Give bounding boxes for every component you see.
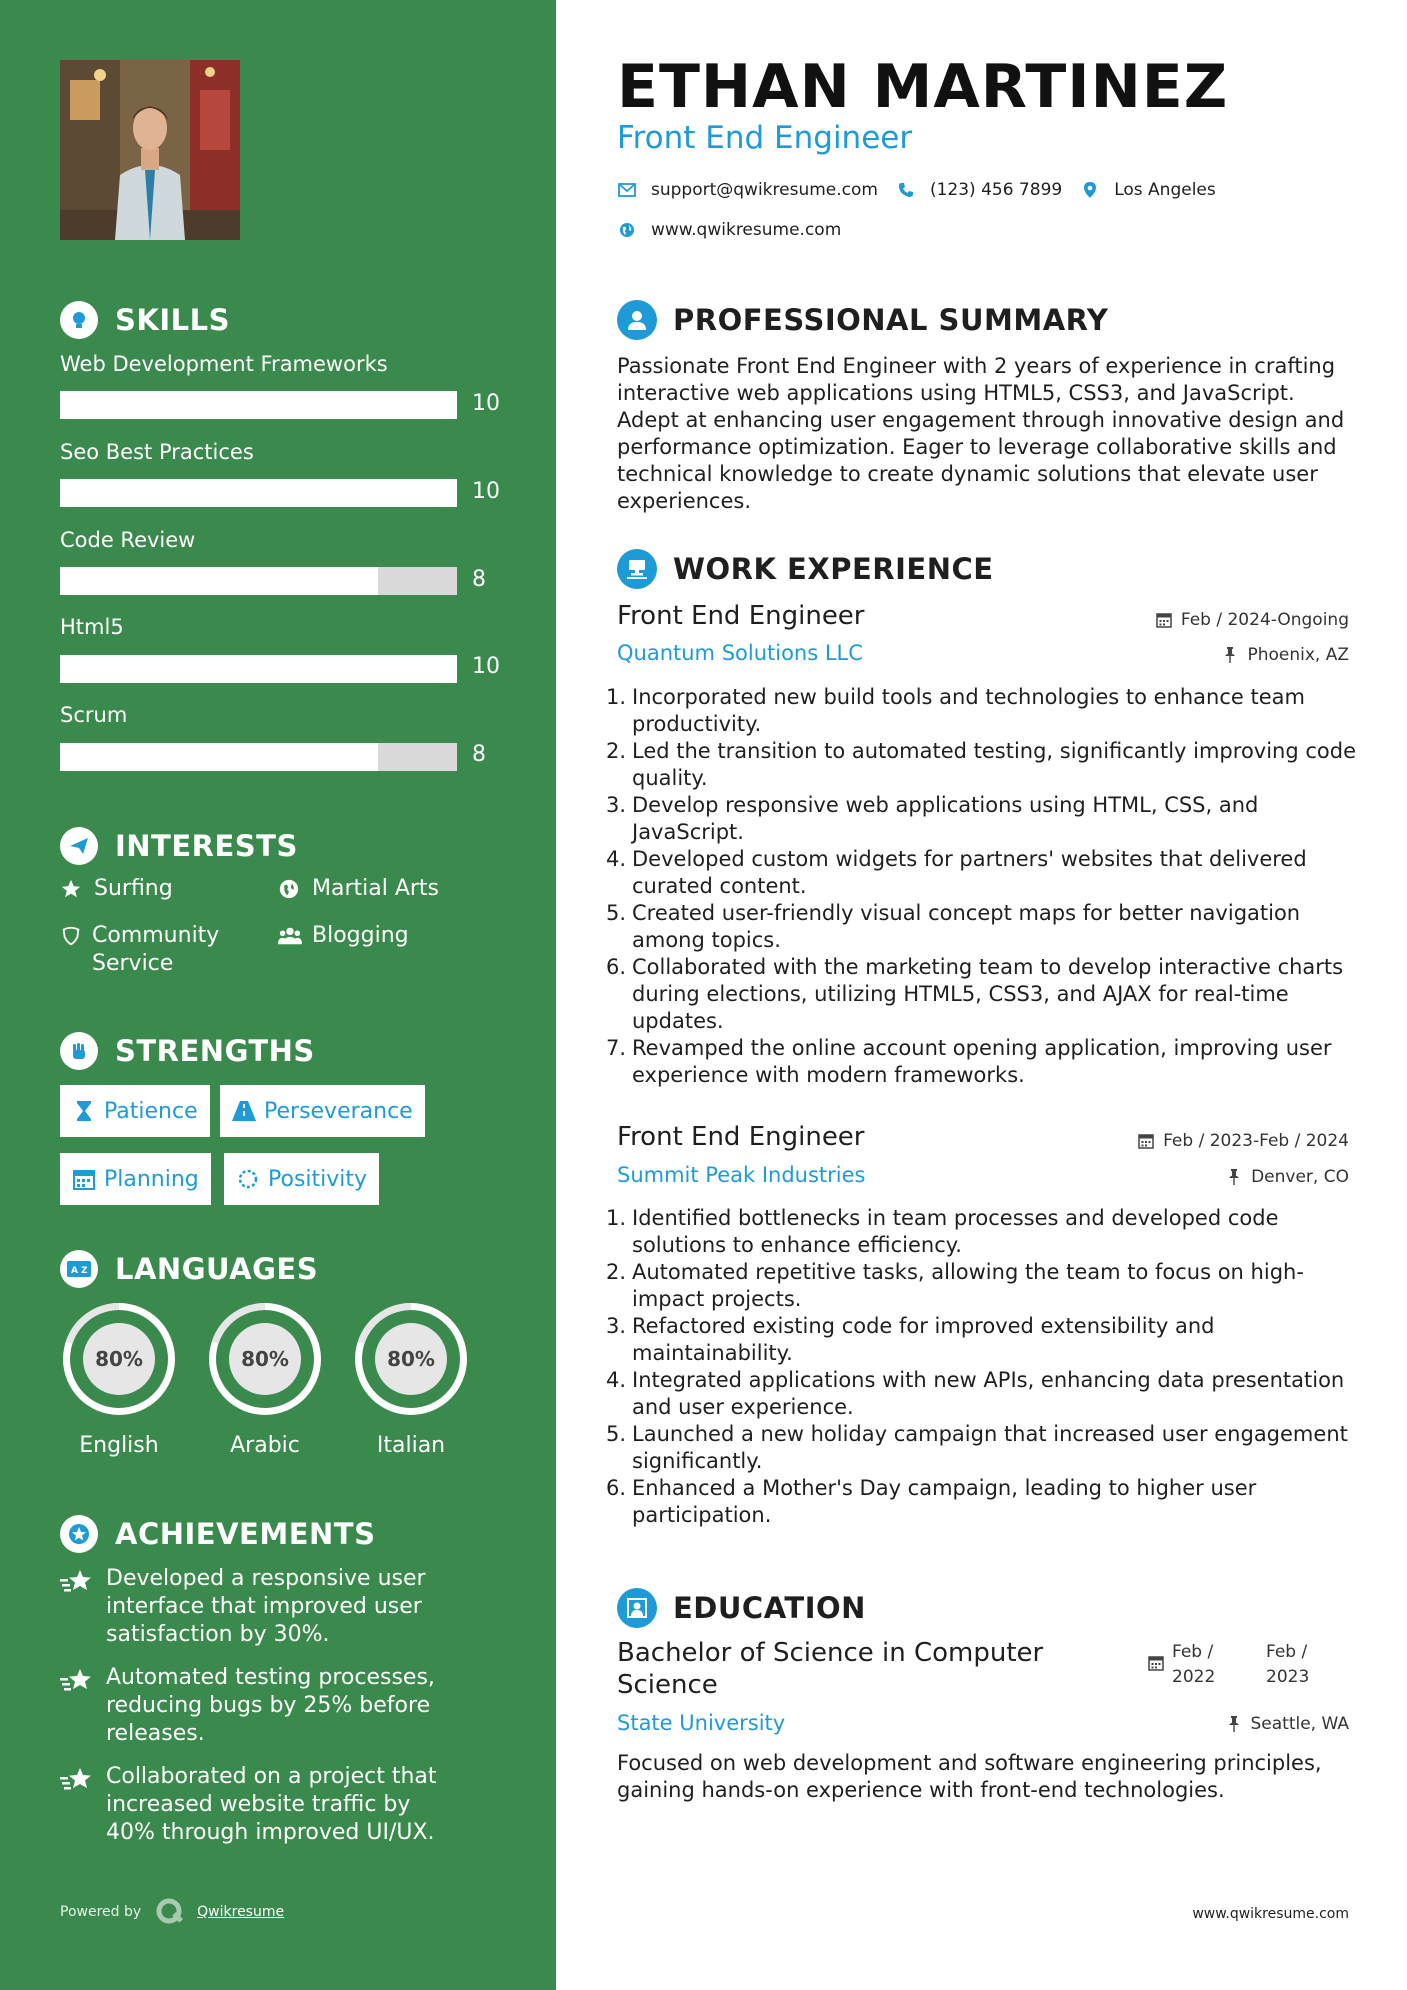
languages-heading-text: LANGUAGES (115, 1252, 319, 1286)
language-name: Italian (376, 1433, 446, 1458)
job-bullet: 7. Revamped the online account opening application, improving user experience with modern frameworks. (605, 1036, 1332, 1087)
calendar-icon (1148, 1654, 1164, 1690)
education-heading (617, 1587, 866, 1629)
experience-heading (617, 548, 994, 590)
language-percent: 80% (241, 1347, 289, 1371)
education-location-text: Seattle, WA (1250, 1714, 1349, 1734)
shooting-star-icon (60, 1765, 94, 1795)
skill-label: Scrum (60, 703, 128, 727)
calendar-icon (1155, 611, 1173, 629)
website-text[interactable]: www.qwikresume.com (651, 220, 842, 240)
candidate-name: ETHAN MARTINEZ (617, 52, 1229, 122)
job-title: Front End Engineer (617, 601, 865, 631)
star-icon (60, 875, 84, 903)
powered-by (60, 1897, 284, 1927)
strengths-heading (60, 1031, 315, 1071)
job-location-text: Denver, CO (1251, 1167, 1349, 1187)
svg-text:Z: Z (81, 1266, 88, 1276)
lightbulb-icon (60, 301, 98, 339)
pushpin-icon (1225, 1168, 1243, 1186)
strength-chip (224, 1153, 379, 1205)
graduate-icon (617, 1588, 657, 1628)
interests-heading-text: INTERESTS (115, 829, 298, 863)
job-bullets (604, 1205, 1374, 1529)
job-location (1225, 1167, 1349, 1187)
fist-icon (60, 1032, 98, 1070)
star-badge-icon (60, 1515, 98, 1553)
website-item (617, 220, 841, 240)
pushpin-icon (1225, 1715, 1243, 1733)
achievement-text: Developed a responsive user interface that improved user satisfaction by 30%. (106, 1566, 426, 1647)
candidate-title: Front End Engineer (617, 120, 913, 156)
achievements-heading-text: ACHIEVEMENTS (115, 1517, 376, 1551)
strength-chip (60, 1085, 210, 1137)
map-pin-icon (1080, 180, 1100, 200)
summary-heading-text: PROFESSIONAL SUMMARY (673, 303, 1109, 337)
paper-plane-icon (60, 827, 98, 865)
contact-row (617, 180, 1234, 200)
strengths-heading-text: STRENGTHS (115, 1034, 315, 1068)
job-dates-text: Feb / 2023-Feb / 2024 (1163, 1131, 1349, 1151)
job-bullets (604, 684, 1374, 1089)
skill-value: 8 (472, 567, 486, 592)
skill-value: 10 (472, 479, 500, 504)
language-progress-ring (203, 1297, 327, 1421)
translate-icon (60, 1250, 98, 1288)
language-progress-ring (57, 1297, 181, 1421)
road-icon (232, 1099, 256, 1123)
interest-item (60, 875, 173, 903)
education-end-month: Feb / (1266, 1642, 1308, 1662)
job-bullet: 3. Develop responsive web applications using HTML, CSS, and JavaScript. (605, 793, 1259, 844)
education-location (1225, 1714, 1350, 1734)
interest-item (278, 922, 409, 950)
education-start-month: Feb / (1172, 1642, 1214, 1662)
skill-bar (60, 655, 457, 683)
language-item (349, 1297, 473, 1458)
shield-icon (60, 922, 82, 950)
job-dates-text: Feb / 2024-Ongoing (1180, 610, 1349, 630)
interest-item (60, 922, 250, 978)
achievement-text: Collaborated on a project that increased website traffic by 40% through improved UI/UX. (106, 1764, 437, 1845)
language-item (57, 1297, 181, 1458)
job-dates (1155, 610, 1349, 630)
language-percent: 80% (387, 1347, 435, 1371)
envelope-icon (617, 180, 637, 200)
interests-heading (60, 826, 298, 866)
desk-icon (617, 549, 657, 589)
interest-label: Community Service (92, 923, 220, 976)
education-end-year: 2023 (1266, 1667, 1310, 1687)
skill-bar-fill (60, 743, 378, 771)
strength-label: Positivity (268, 1166, 368, 1192)
job-bullet: 6. Collaborated with the marketing team to develop interactive charts during elections, utilizing HTML5, CSS3, and AJAX for real-time updates. (605, 955, 1344, 1033)
language-item (203, 1297, 327, 1458)
calendar-icon (72, 1167, 96, 1191)
email-text[interactable]: support@qwikresume.com (651, 180, 878, 200)
user-icon (617, 300, 657, 340)
job-bullet: 2. Led the transition to automated testing, significantly improving code quality. (605, 739, 1357, 790)
shooting-star-icon (60, 1666, 94, 1696)
language-percent: 80% (95, 1347, 143, 1371)
skill-label: Web Development Frameworks (60, 352, 388, 376)
globe-icon (278, 875, 302, 903)
education-end-date (1266, 1640, 1309, 1690)
languages-heading (60, 1249, 318, 1289)
education-start-year: 2022 (1172, 1667, 1216, 1687)
skill-bar-fill (60, 655, 457, 683)
job-bullet: 4. Integrated applications with new APIs, enhancing data presentation and user experience. (605, 1368, 1345, 1419)
achievement-item (60, 1664, 460, 1748)
phone-item (896, 180, 1062, 200)
spinner-icon (236, 1167, 260, 1191)
job-bullet: 6. Enhanced a Mother's Day campaign, leading to higher user participation. (605, 1476, 1257, 1527)
website-row (617, 220, 859, 240)
powered-by-label: Powered by (60, 1904, 142, 1920)
achievement-text: Automated testing processes, reducing bugs by 25% before releases. (106, 1665, 435, 1746)
qwikresume-link[interactable]: Qwikresume (197, 1904, 285, 1920)
phone-text[interactable]: (123) 456 7899 (929, 180, 1063, 200)
language-progress-ring (349, 1297, 473, 1421)
job-company: Summit Peak Industries (617, 1163, 866, 1187)
shooting-star-icon (60, 1567, 94, 1597)
job-bullet: 1. Identified bottlenecks in team processes and developed code solutions to enhance efficiency. (605, 1206, 1279, 1257)
pushpin-icon (1221, 646, 1239, 664)
strength-label: Perseverance (264, 1098, 413, 1124)
hourglass-icon (72, 1099, 96, 1123)
achievement-item (60, 1565, 460, 1649)
job-title: Front End Engineer (617, 1122, 865, 1152)
job-bullet: 3. Refactored existing code for improved extensibility and maintainability. (605, 1314, 1215, 1365)
skill-label: Seo Best Practices (60, 440, 254, 464)
job-location-text: Phoenix, AZ (1247, 645, 1349, 665)
profile-photo (60, 60, 240, 240)
education-start-date (1148, 1640, 1215, 1690)
interest-label: Surfing (94, 876, 173, 901)
skill-bar-fill (60, 479, 457, 507)
skill-bar (60, 567, 457, 595)
job-location (1221, 645, 1349, 665)
location-text: Los Angeles (1114, 180, 1216, 200)
education-heading-text: EDUCATION (673, 1591, 866, 1625)
skill-bar (60, 391, 457, 419)
phone-icon (896, 180, 916, 200)
qwikresume-logo-icon (155, 1897, 185, 1927)
skill-value: 8 (472, 742, 486, 767)
skills-heading-text: SKILLS (115, 303, 230, 337)
skill-label: Html5 (60, 615, 124, 639)
skill-value: 10 (472, 654, 500, 679)
language-name: Arabic (230, 1433, 300, 1458)
interest-label: Martial Arts (312, 876, 440, 901)
summary-heading (617, 299, 1108, 341)
job-bullet: 1. Incorporated new build tools and technologies to enhance team productivity. (605, 685, 1305, 736)
achievement-item (60, 1763, 460, 1847)
strength-chip (220, 1085, 425, 1137)
interest-label: Blogging (312, 923, 409, 948)
globe-icon (617, 220, 637, 240)
summary-text: Passionate Front End Engineer with 2 years of experience in crafting interactive web applications using HTML5, CSS3, and JavaScript. Adept at enhancing user engagement through innovative design and performance optimization. Eager to leverage collaborative skills and technical knowledge to create dynamic solutions that elevate user experiences. (617, 354, 1345, 513)
footer-url[interactable]: www.qwikresume.com (1192, 1906, 1349, 1922)
education-school: State University (617, 1711, 786, 1735)
sidebar (0, 0, 556, 1990)
main-content (556, 0, 1407, 1990)
interest-item (278, 875, 439, 903)
job-bullet: 2. Automated repetitive tasks, allowing the team to focus on high-impact projects. (605, 1260, 1304, 1311)
job-bullet: 5. Created user-friendly visual concept maps for better navigation among topics. (605, 901, 1301, 952)
job-dates (1137, 1131, 1349, 1151)
skill-bar-fill (60, 567, 378, 595)
skills-heading (60, 300, 230, 340)
experience-heading-text: WORK EXPERIENCE (673, 552, 994, 586)
users-icon (278, 922, 302, 950)
education-degree: Bachelor of Science in Computer Science (617, 1638, 1044, 1700)
skill-bar (60, 743, 457, 771)
skill-bar-fill (60, 391, 457, 419)
email-item (617, 180, 878, 200)
skill-label: Code Review (60, 528, 196, 552)
location-item (1080, 180, 1216, 200)
language-name: English (79, 1433, 159, 1458)
strength-label: Patience (104, 1098, 198, 1124)
job-bullet: 4. Developed custom widgets for partners' websites that delivered curated content. (605, 847, 1307, 898)
skill-bar (60, 479, 457, 507)
job-company: Quantum Solutions LLC (617, 641, 863, 665)
strength-label: Planning (104, 1166, 199, 1192)
achievements-heading (60, 1514, 375, 1554)
calendar-icon (1137, 1132, 1155, 1150)
job-bullet: 5. Launched a new holiday campaign that increased user engagement significantly. (605, 1422, 1348, 1473)
svg-text:A: A (71, 1266, 78, 1276)
strength-chip (60, 1153, 211, 1205)
education-description: Focused on web development and software engineering principles, gaining hands-on experience with front-end technologies. (617, 1751, 1322, 1802)
skill-value: 10 (472, 391, 500, 416)
